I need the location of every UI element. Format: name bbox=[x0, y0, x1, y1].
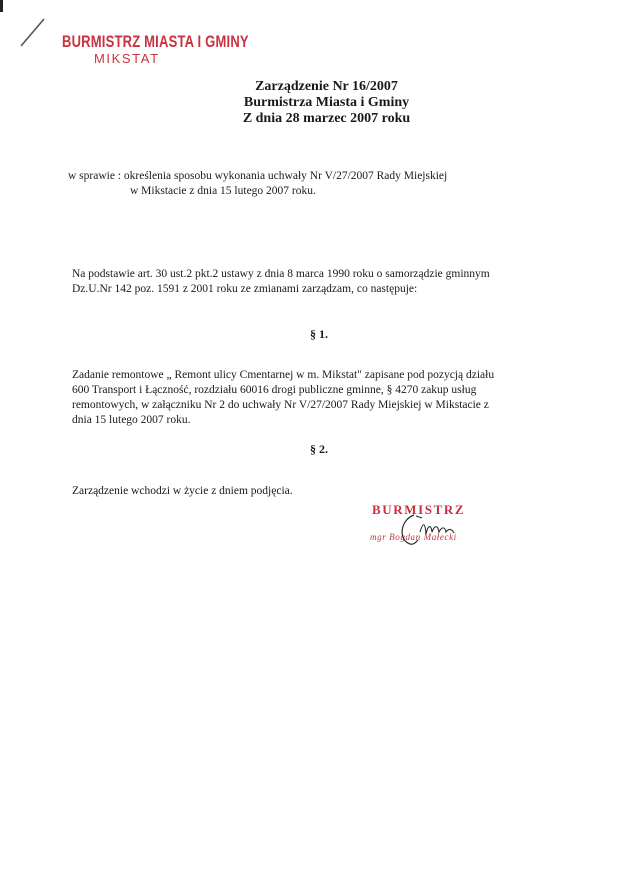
section-2-line-1: Zarządzenie wchodzi w życie z dniem podjęcia. bbox=[72, 485, 293, 497]
section-1-line-2: 600 Transport i Łączność, rozdziału 60016 drogi publiczne gminne, § 4270 zakup usług bbox=[72, 384, 477, 396]
legal-basis-line-2: Dz.U.Nr 142 poz. 1591 z 2001 roku ze zmianami zarządzam, co następuje: bbox=[72, 283, 418, 295]
signature-stamp-title: BURMISTRZ bbox=[372, 502, 466, 517]
section-1-line-4: dnia 15 lutego 2007 roku. bbox=[72, 414, 191, 426]
title-issuer: Burmistrza Miasta i Gminy bbox=[243, 95, 410, 110]
header-stamp bbox=[62, 32, 249, 66]
document-title bbox=[0, 79, 638, 127]
section-1-line-3: remontowych, w załączniku Nr 2 do uchwały Nr V/27/2007 Rady Miejskiej w Mikstacie z bbox=[72, 399, 489, 411]
legal-basis-line-1: Na podstawie art. 30 ust.2 pkt.2 ustawy z dnia 8 marca 1990 roku o samorządzie gminnym bbox=[72, 268, 490, 280]
title-date: Z dnia 28 marzec 2007 roku bbox=[242, 111, 411, 126]
section-2-heading: § 2. bbox=[310, 442, 328, 456]
header-stamp-office: BURMISTRZ MIASTA I GMINY bbox=[62, 32, 249, 51]
signature-stamp bbox=[372, 502, 492, 562]
subject-line-2: w Mikstacie z dnia 15 lutego 2007 roku. bbox=[130, 185, 316, 197]
pen-slash-mark bbox=[18, 17, 46, 49]
section-1-line-1: Zadanie remontowe „ Remont ulicy Cmentarnej w m. Mikstat" zapisane pod pozycją działu bbox=[72, 369, 495, 381]
header-stamp-town: MIKSTAT bbox=[94, 51, 160, 66]
title-ordinance-number: Zarządzenie Nr 16/2007 bbox=[255, 79, 398, 94]
subject-line-1: w sprawie : określenia sposobu wykonania uchwały Nr V/27/2007 Rady Miejskiej bbox=[68, 170, 448, 182]
handwritten-signature bbox=[392, 510, 482, 550]
signature-stamp-name: mgr Bogdan Małecki bbox=[370, 532, 457, 542]
section-1-heading: § 1. bbox=[310, 327, 328, 341]
scan-corner-mark bbox=[0, 0, 3, 12]
